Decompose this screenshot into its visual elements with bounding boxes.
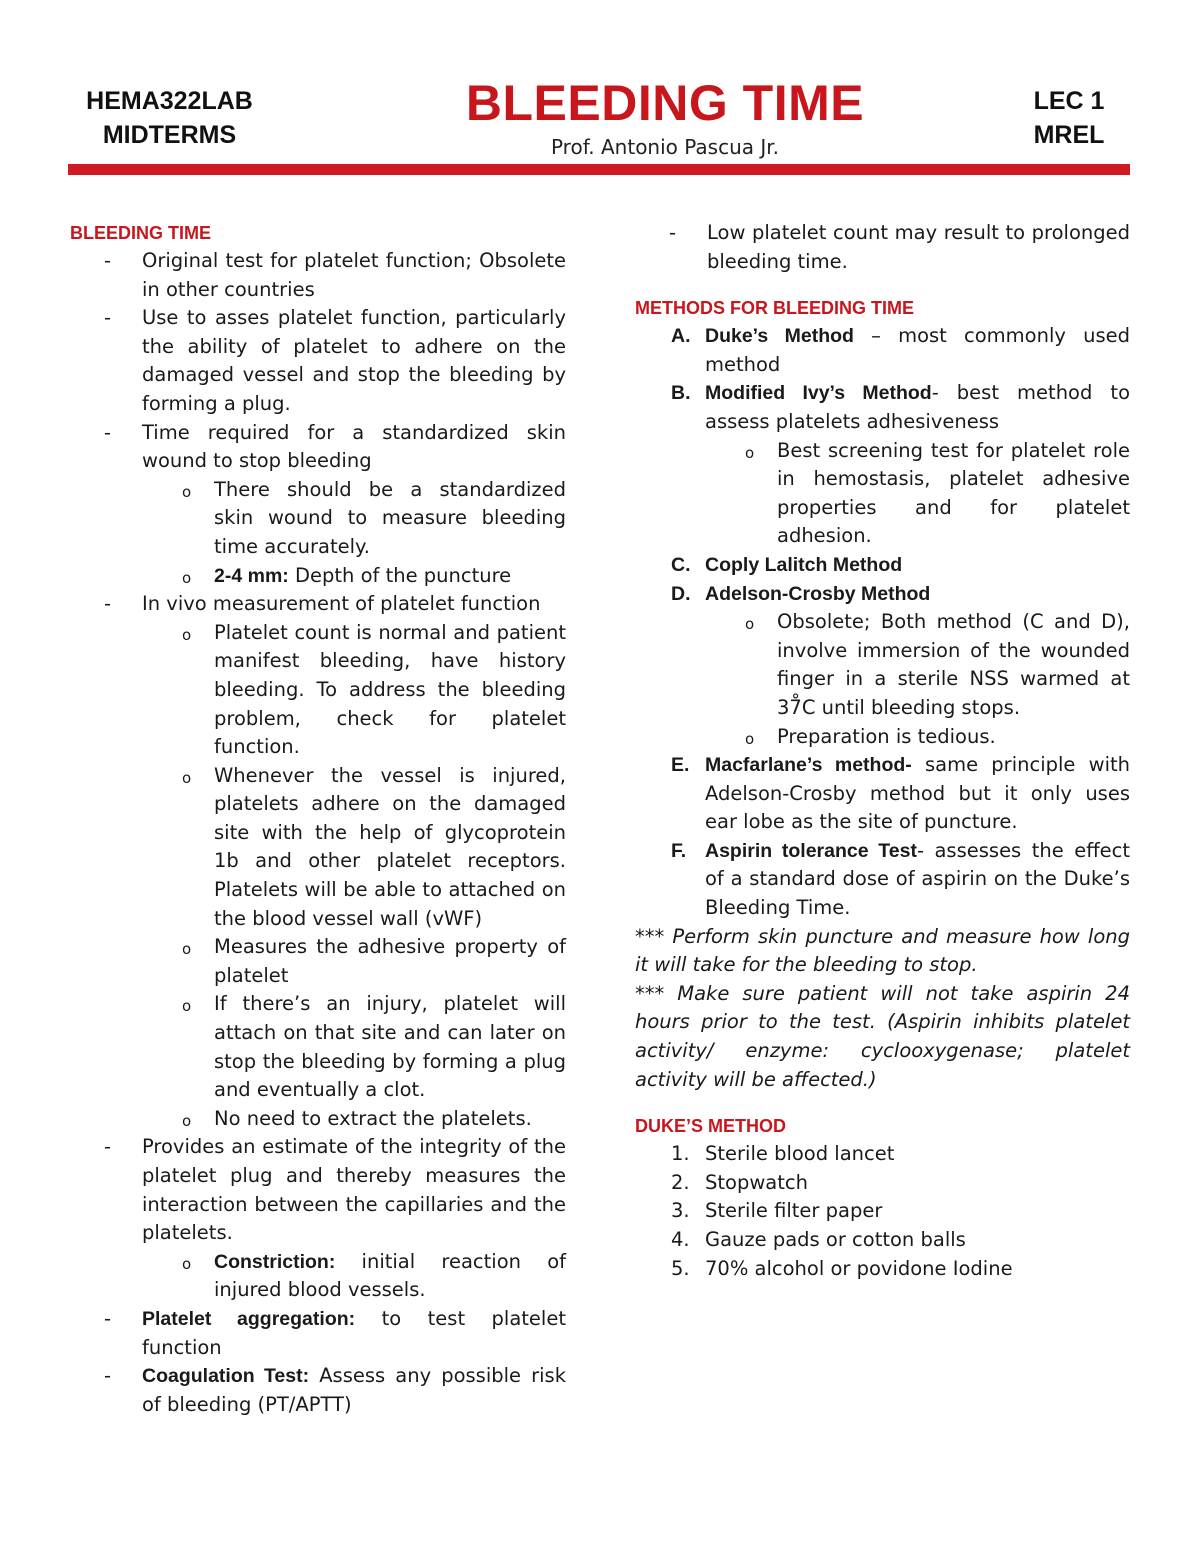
section-heading-bleeding-time: BLEEDING TIME	[70, 223, 212, 243]
sub-list	[142, 619, 566, 1134]
lecture-number: LEC 1	[1033, 87, 1105, 115]
list-item	[70, 1305, 566, 1362]
material-marker: 4.	[671, 1228, 690, 1251]
sub-list-item: o Preparation is tedious.	[705, 723, 1130, 752]
method-marker: F.	[671, 839, 687, 862]
method-item	[635, 379, 1130, 551]
sub-list-item: o No need to extract the platelets.	[142, 1105, 566, 1134]
material-marker: 1.	[671, 1142, 690, 1166]
term-label: MIDTERMS	[102, 121, 237, 149]
sub-list-item: o There should be a standardized skin wound to measure bleeding time accurately.	[142, 476, 566, 562]
list-item-text: Provides an estimate of the integrity of the platelet plug and thereby measures the interaction between the capillaries and the platelets.	[142, 1135, 566, 1245]
list-item	[70, 590, 566, 1133]
method-desc: - best method to assess platelets adhesiveness	[705, 381, 1131, 433]
method-item	[635, 322, 1130, 379]
material-text: 70% alcohol or povidone Iodine	[705, 1256, 1013, 1280]
program-code: MREL	[1033, 121, 1105, 149]
method-item	[635, 551, 1130, 580]
material-text: Sterile blood lancet	[705, 1142, 895, 1166]
method-name: Macfarlane’s method-	[705, 754, 912, 777]
method-item	[635, 751, 1130, 837]
header-course-block	[82, 84, 257, 152]
method-item	[635, 580, 1130, 752]
material-item	[635, 1197, 1130, 1226]
course-code: HEMA322LAB	[86, 87, 253, 115]
term-bold: Platelet aggregation:	[142, 1307, 356, 1330]
method-marker: E.	[671, 754, 690, 777]
sub-list-item: o Obsolete; Both method (C and D), involve immersion of the wounded finger in a sterile NSS warmed at 37̊C until bleeding stops.	[705, 608, 1130, 722]
sub-list-item: o Whenever the vessel is injured, platelets adhere on the damaged site with the help of glycoprotein 1b and other platelet receptors. Platelets will be able to attached on the blood vessel wall (vWF)	[142, 762, 566, 934]
procedure-note: *** Perform skin puncture and measure how long it will take for the bleeding to stop.	[635, 924, 1130, 977]
term-bold: Coagulation Test:	[142, 1365, 310, 1388]
page-title: BLEEDING TIME	[465, 75, 865, 131]
header-divider	[68, 164, 1130, 175]
method-name: Modified Ivy’s Method	[705, 382, 932, 405]
sub-list-item	[142, 562, 566, 591]
method-name: Aspirin tolerance Test	[705, 839, 917, 862]
right-column	[635, 219, 1130, 1283]
bleeding-time-list	[70, 247, 566, 1419]
dukes-materials-list	[635, 1140, 1130, 1283]
term-bold: 2-4 mm:	[214, 564, 289, 587]
continued-list	[635, 219, 1130, 276]
method-desc: same principle with Adelson-Crosby method but it only uses ear lobe as the site of puncture.	[705, 753, 1130, 834]
term-text: Assess any possible risk of bleeding (PT/APTT)	[142, 1364, 567, 1416]
list-item	[70, 1362, 566, 1419]
material-text: Stopwatch	[705, 1170, 808, 1194]
material-item	[635, 1226, 1130, 1255]
sub-list	[705, 437, 1130, 551]
term-text: initial reaction of injured blood vessels.	[214, 1249, 566, 1302]
sub-list	[142, 1248, 566, 1305]
list-item: - Original test for platelet function; Obsolete in other countries	[70, 247, 566, 304]
material-text: Sterile filter paper	[705, 1199, 883, 1223]
list-item-text: In vivo measurement of platelet function	[142, 592, 541, 616]
method-name: Coply Lalitch Method	[705, 553, 903, 576]
method-marker: D.	[671, 582, 691, 605]
method-marker: B.	[671, 382, 691, 405]
material-marker: 2.	[671, 1170, 690, 1194]
list-item: - Low platelet count may result to prolonged bleeding time.	[635, 219, 1130, 276]
methods-list	[635, 322, 1130, 922]
term-text: to test platelet function	[142, 1306, 566, 1359]
sub-list-item: o Platelet count is normal and patient manifest bleeding, have history bleeding. To address the bleeding problem, check for platelet function.	[142, 619, 566, 762]
list-item	[70, 419, 566, 591]
material-text: Gauze pads or cotton balls	[705, 1228, 966, 1251]
section-heading-dukes-method: DUKE’S METHOD	[635, 1116, 787, 1137]
professor-name: Prof. Antonio Pascua Jr.	[550, 135, 780, 159]
material-marker: 5.	[671, 1256, 690, 1280]
material-item	[635, 1169, 1130, 1198]
aspirin-note: *** Make sure patient will not take aspirin 24 hours prior to the test. (Aspirin inhibits platelet activity/ enzyme: cyclooxygenase; platelet activity will be affected.)	[635, 981, 1130, 1091]
term-bold: Constriction:	[214, 1250, 336, 1273]
term-text: Depth of the puncture	[288, 563, 512, 587]
material-item	[635, 1140, 1130, 1169]
material-item	[635, 1255, 1130, 1284]
section-heading-methods: METHODS FOR BLEEDING TIME	[635, 298, 914, 319]
sub-list	[142, 476, 566, 590]
sub-list-item: o Measures the adhesive property of platelet	[142, 933, 566, 990]
method-desc: – most commonly used method	[705, 324, 1130, 376]
method-marker: A.	[671, 325, 691, 348]
method-name: Duke’s Method	[705, 325, 854, 348]
sub-list	[705, 608, 1130, 751]
list-item: - Use to asses platelet function, particularly the ability of platelet to adhere on the damaged vessel and stop the bleeding by forming a plug.	[70, 304, 566, 418]
material-marker: 3.	[671, 1199, 690, 1223]
list-item-text: Time required for a standardized skin wound to stop bleeding	[142, 420, 566, 473]
header-lecture-block	[1028, 84, 1110, 152]
list-item	[70, 1133, 566, 1305]
left-column	[70, 219, 566, 1419]
sub-list-item	[142, 1248, 566, 1305]
sub-list-item: o Best screening test for platelet role in hemostasis, platelet adhesive properties and for platelet adhesion.	[705, 437, 1130, 551]
method-name: Adelson-Crosby Method	[705, 582, 931, 605]
method-item	[635, 837, 1130, 923]
sub-list-item: o If there’s an injury, platelet will attach on that site and can later on stop the bleeding by forming a plug and eventually a clot.	[142, 990, 566, 1104]
method-desc: - assesses the effect of a standard dose of aspirin on the Duke’s Bleeding Time.	[705, 838, 1130, 920]
method-marker: C.	[671, 553, 691, 576]
